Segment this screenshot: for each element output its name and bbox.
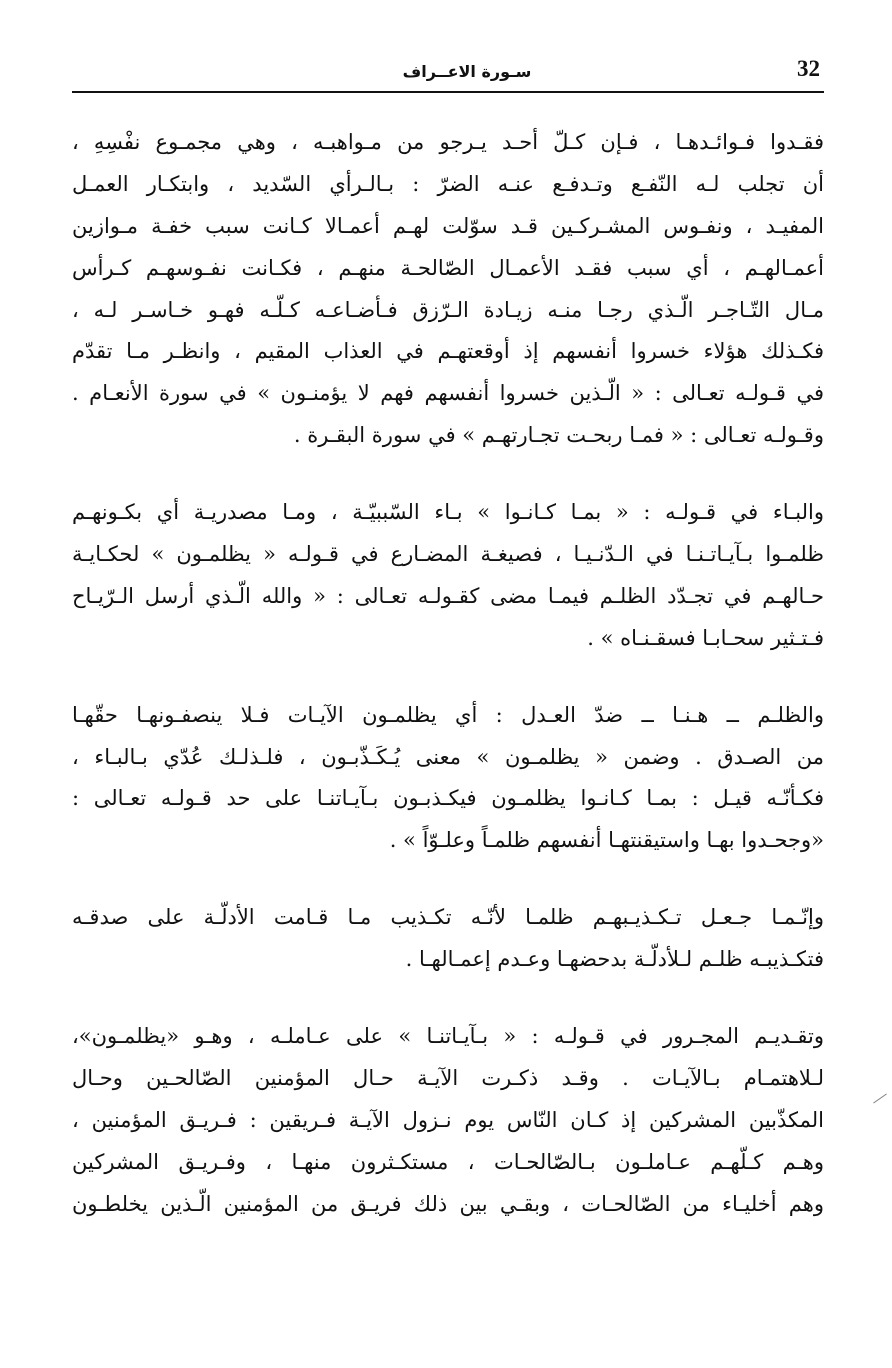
page-header xyxy=(72,56,824,92)
text-line: لـلاهتمـام بـالآيـات . وقـد ذكـرت الآيـة حـال المؤمنين الصّالحـين وحـال xyxy=(72,1065,824,1090)
text-line: المفيـد ، ونفـوس المشـركـين قـد سوّلت لهـم أعمـالا كـانت سبب خفـة مـوازين xyxy=(72,213,824,238)
text-line: فكـأنّـه قيـل : بمـا كـانـوا يظلمـون فيكـذبـون بـآيـاتنـا على حد قـولـه تعـالى : xyxy=(72,786,824,811)
page-number: 32 xyxy=(797,56,820,81)
paragraph xyxy=(72,695,824,863)
text-line: أعمـالهـم ، أي سبب فقـد الأعمـال الصّالحـة منهـم ، فكـانت نفـوسهـم كـرأس xyxy=(72,255,824,280)
text-line: ظلمـوا بـآيـاتـنـا في الـدّنـيـا ، فصيغـة المضـارع في قـولـه « يظلمـون » لحكـايـة xyxy=(72,542,824,567)
body-text xyxy=(72,122,824,1260)
text-line: مـال التّـاجـر الّـذي رجـا منـه زيـادة الـرّزق فـأضـاعـه كـلّـه فهـو خـاسـر لـه ، xyxy=(72,297,824,322)
paragraph xyxy=(72,492,824,660)
text-line: في قـولـه تعـالى : « الّـذين خسروا أنفسهم فهم لا يؤمنـون » في سورة الأنعـام . xyxy=(72,381,824,406)
text-line: فتكـذيبـه ظلـم لـلأدلّـة بدحضهـا وعـدم إعمـالهـا . xyxy=(405,947,824,972)
paragraph xyxy=(72,897,824,981)
text-line: فـتـثير سحـابـا فسقـنـاه » . xyxy=(587,625,824,650)
text-line: وتقـديـم المجـرور في قـولـه : « بـآيـاتنـا » على عـاملـه ، وهـو «يظلمـون»، xyxy=(72,1024,824,1049)
text-line: فكـذلك هؤلاء خسروا أنفسهم إذ أوقعتهـم في العذاب المقيم ، وانظـر مـا تقدّم xyxy=(72,339,824,364)
text-line: وهم أخليـاء من الصّالحـات ، وبقـي بين ذلك فريـق من المؤمنين الّـذين يخلطـون xyxy=(72,1191,824,1216)
text-line: وقـولـه تعـالى : « فمـا ربحـت تجـارتهـم » في سورة البقـرة . xyxy=(293,423,824,448)
text-line: حـالهـم في تجـدّد الظلـم فيمـا مضى كقـولـه تعـالى : « والله الّـذي أرسل الـرّيـاح xyxy=(72,583,824,608)
text-line: من الصـدق . وضمن « يظلمـون » معنى يُـكَـذّبـون ، فلـذلـك عُدّي بـالبـاء ، xyxy=(72,744,824,769)
text-line: فقـدوا فـوائـدهـا ، فـإن كـلّ أحـد يـرجو من مـواهبـه ، وهي مجمـوع نفْسِهِ ، xyxy=(72,130,824,154)
running-title: سـورة الاعــراف xyxy=(402,62,532,81)
text-line: والبـاء في قـولـه : « بمـا كـانـوا » بـاء السّببيّـة ، ومـا مصدريـة أي بكـونهـم xyxy=(72,500,824,525)
paragraph xyxy=(72,122,824,457)
text-line: وإنّـمـا جـعـل تـكـذيـبهـم ظلمـا لأنّـه تكـذيب مـا قـامت الأدلّـة على صدقـه xyxy=(72,905,824,930)
text-line: أن تجلب لـه النّفـع وتـدفـع عنـه الضرّ : بـالـرأي السّديد ، وابتكـار العمـل xyxy=(72,171,824,196)
margin-stroke-mark xyxy=(873,1094,887,1104)
text-line: «وجحـدوا بهـا واستيقنتهـا أنفسهم ظلمـاً وعلـوّاً » . xyxy=(389,828,824,853)
text-line: وهـم كـلّهـم عـاملـون بـالصّالحـات ، مستكـثرون منهـا ، وفـريـق المشركين xyxy=(72,1149,824,1174)
paragraph xyxy=(72,1016,824,1225)
text-line: المكذّبين المشركين إذ كـان النّاس يوم نـزول الآيـة فـريقين : فـريـق المؤمنين ، xyxy=(72,1107,824,1132)
header-rule xyxy=(72,91,824,93)
text-line: والظلـم ــ هـنـا ــ ضدّ العـدل : أي يظلمـون الآيـات فـلا ينصفـونهـا حقّهـا xyxy=(72,702,824,727)
